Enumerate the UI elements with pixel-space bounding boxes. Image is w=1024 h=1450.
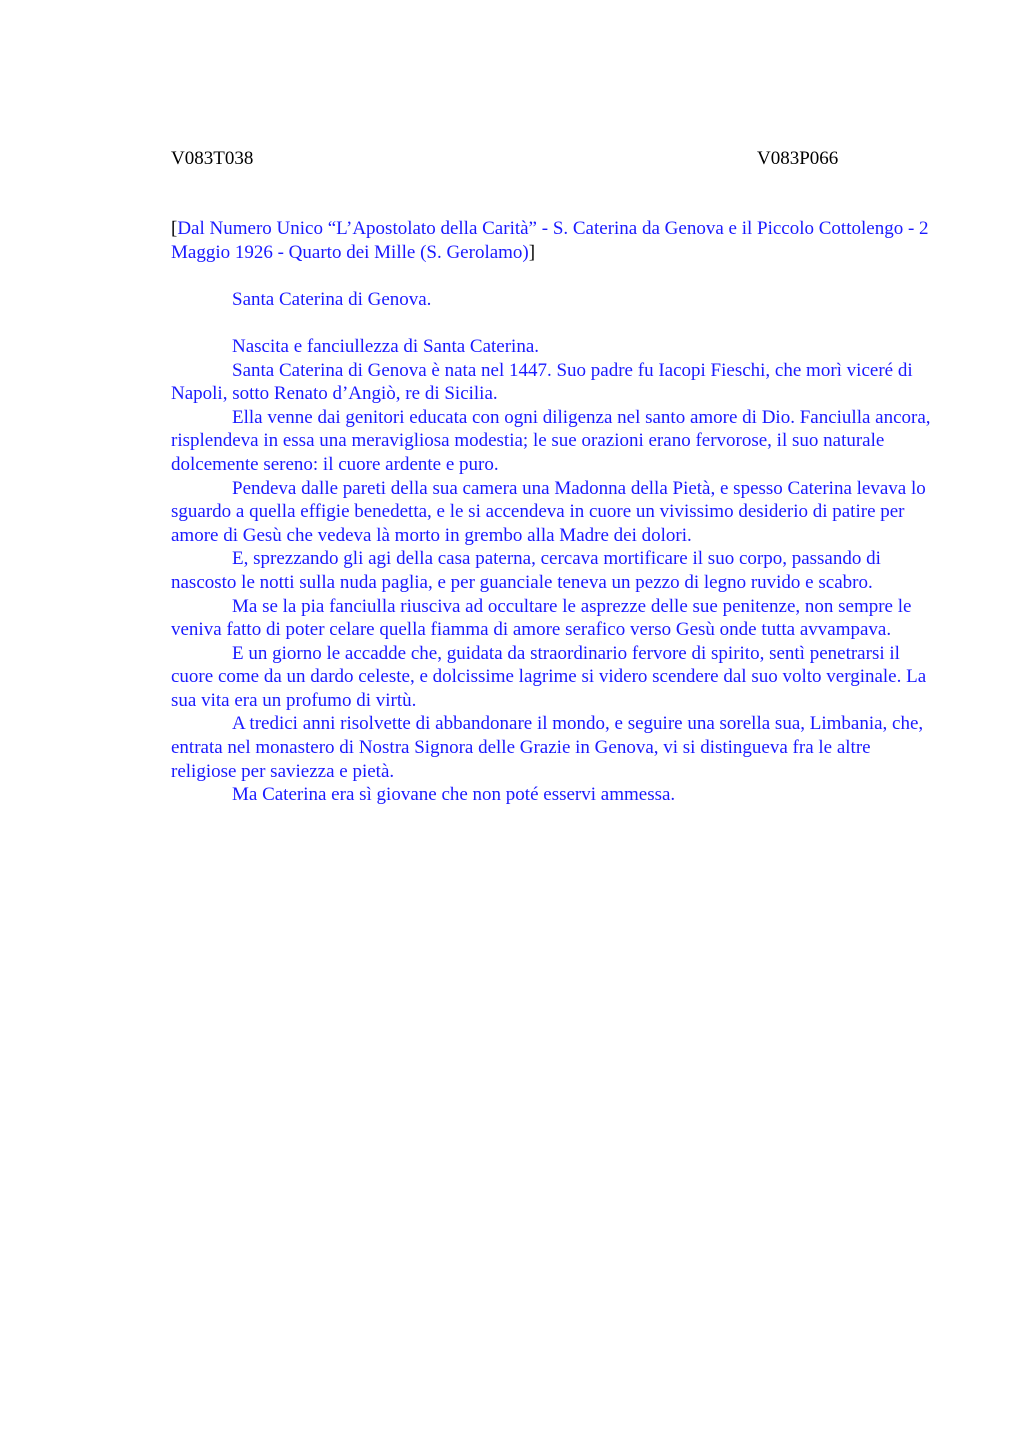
source-open-bracket: [	[171, 218, 178, 239]
header-right-code: V083P066	[757, 148, 839, 169]
paragraph: E, sprezzando gli agi della casa paterna, cercava mortificare il suo corpo, passando di nascosto le notti sulla nuda paglia, e per guanciale teneva un pezzo di legno ruvido e scabro.	[171, 548, 881, 593]
source-close-bracket: ]	[528, 241, 536, 263]
section-heading: Nascita e fanciullezza di Santa Caterina.	[232, 335, 540, 357]
source-citation	[171, 217, 931, 264]
paragraph: Ella venne dai genitori educata con ogni diligenza nel santo amore di Dio. Fanciulla ancora, risplendeva in essa una meravigliosa modestia; le sue orazioni erano fervorose, il suo naturale dolcemente sereno: il cuore ardente e puro.	[171, 406, 931, 475]
header-left-code: V083T038	[171, 148, 254, 169]
paragraph: Ma Caterina era sì giovane che non poté esservi ammessa.	[232, 784, 676, 806]
document-body	[171, 217, 931, 807]
source-text: Dal Numero Unico “L’Apostolato della Carità” - S. Caterina da Genova e il Piccolo Cottolengo - 2 Maggio 1926 - Quarto dei Mille (S. Gerolamo)	[171, 218, 929, 263]
paragraph: Pendeva dalle pareti della sua camera una Madonna della Pietà, e spesso Caterina levava lo sguardo a quella effigie benedetta, e le si accendeva in cuore un vivissimo desiderio di patire per amore di Gesù che vedeva là morto in grembo alla Madre dei dolori.	[171, 477, 926, 546]
document-title: Santa Caterina di Genova.	[232, 288, 432, 310]
paragraph: E un giorno le accadde che, guidata da straordinario fervore di spirito, sentì penetrarsi il cuore come da un dardo celeste, e dolcissime lagrime si videro scendere dal suo volto verginale. La sua vita era un profumo di virtù.	[171, 642, 927, 711]
paragraph: Santa Caterina di Genova è nata nel 1447. Suo padre fu Iacopi Fieschi, che morì viceré di Napoli, sotto Renato d’Angiò, re di Sicilia.	[171, 359, 913, 405]
paragraph: Ma se la pia fanciulla riusciva ad occultare le asprezze delle sue penitenze, non sempre le veniva fatto di poter celare quella fiamma di amore serafico verso Gesù onde tutta avvampava.	[171, 595, 912, 641]
paragraph: A tredici anni risolvette di abbandonare il mondo, e seguire una sorella sua, Limbania, che, entrata nel monastero di Nostra Signora delle Grazie in Genova, vi si distingueva fra le altre religiose per saviezza e pietà.	[171, 713, 924, 782]
